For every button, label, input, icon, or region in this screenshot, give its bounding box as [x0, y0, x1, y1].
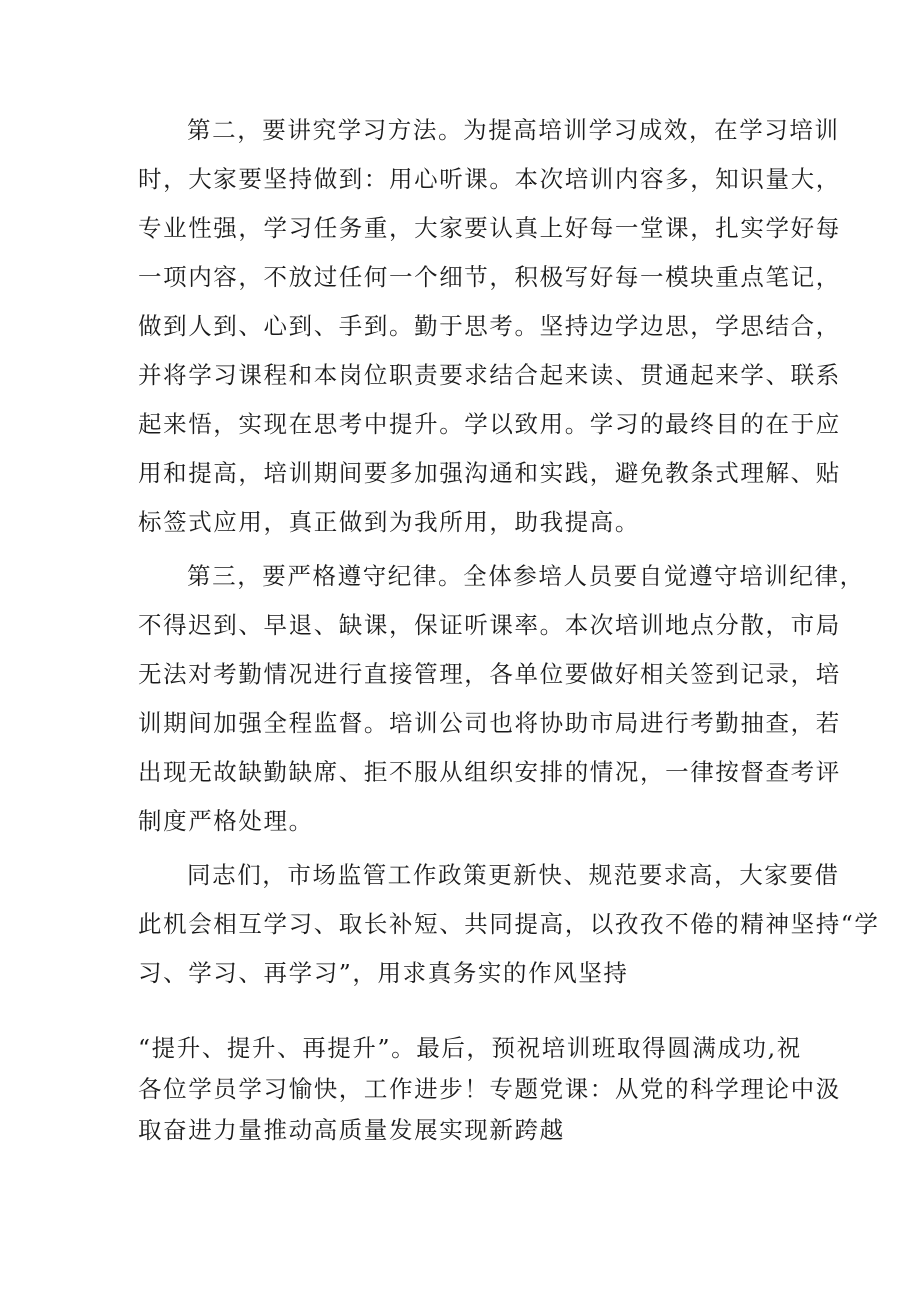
text-line: 不得迟到、早退、缺课，保证听课率。本次培训地点分散，市局 [138, 611, 841, 639]
text-line: 用和提高，培训期间要多加强沟通和实践，避免教条式理解、贴 [138, 459, 841, 487]
text-line: 做到人到、心到、手到。勤于思考。坚持边学边思，学思结合， [138, 312, 841, 340]
text-line: 同志们，市场监管工作政策更新快、规范要求高，大家要借 [187, 861, 840, 889]
text-line: 此机会相互学习、取长补短、共同提高，以孜孜不倦的精神坚持“学 [138, 910, 880, 938]
text-line: 制度严格处理。 [138, 807, 314, 835]
text-line: 取奋进力量推动高质量发展实现新跨越 [138, 1116, 565, 1144]
text-line: 一项内容，不放过任何一个细节，积极写好每一模块重点笔记， [138, 263, 841, 291]
paragraph-closing [138, 851, 880, 998]
paragraph-final-wishes [138, 1028, 841, 1151]
text-line: 各位学员学习愉快，工作进步！专题党课：从党的科学理论中汲 [138, 1075, 841, 1103]
text-line: 起来悟，实现在思考中提升。学以致用。学习的最终目的在于应 [138, 410, 841, 438]
text-line: 无法对考勤情况进行直接管理，各单位要做好相关签到记录，培 [138, 660, 841, 688]
text-line: 标签式应用，真正做到为我所用，助我提高。 [138, 508, 640, 536]
text-line: 专业性强，学习任务重，大家要认真上好每一堂课，扎实学好每 [138, 214, 841, 242]
text-line: 出现无故缺勤缺席、拒不服从组织安排的情况，一律按督查考评 [138, 758, 841, 786]
paragraph-study-methods [138, 106, 841, 547]
text-line: 习、学习、再学习”，用求真务实的作风坚持 [138, 959, 629, 987]
text-line: 第三，要严格遵守纪律。全体参培人员要自觉遵守培训纪律， [187, 562, 865, 590]
text-line: 训期间加强全程监督。培训公司也将协助市局进行考勤抽查，若 [138, 709, 841, 737]
text-line: 第二，要讲究学习方法。为提高培训学习成效，在学习培训 [187, 116, 840, 144]
text-line: 并将学习课程和本岗位职责要求结合起来读、贯通起来学、联系 [138, 361, 841, 389]
text-line: 时，大家要坚持做到：用心听课。本次培训内容多，知识量大， [138, 165, 841, 193]
paragraph-discipline [138, 552, 865, 846]
text-line: “提升、提升、再提升”。最后，预祝培训班取得圆满成功,祝 [138, 1034, 802, 1062]
